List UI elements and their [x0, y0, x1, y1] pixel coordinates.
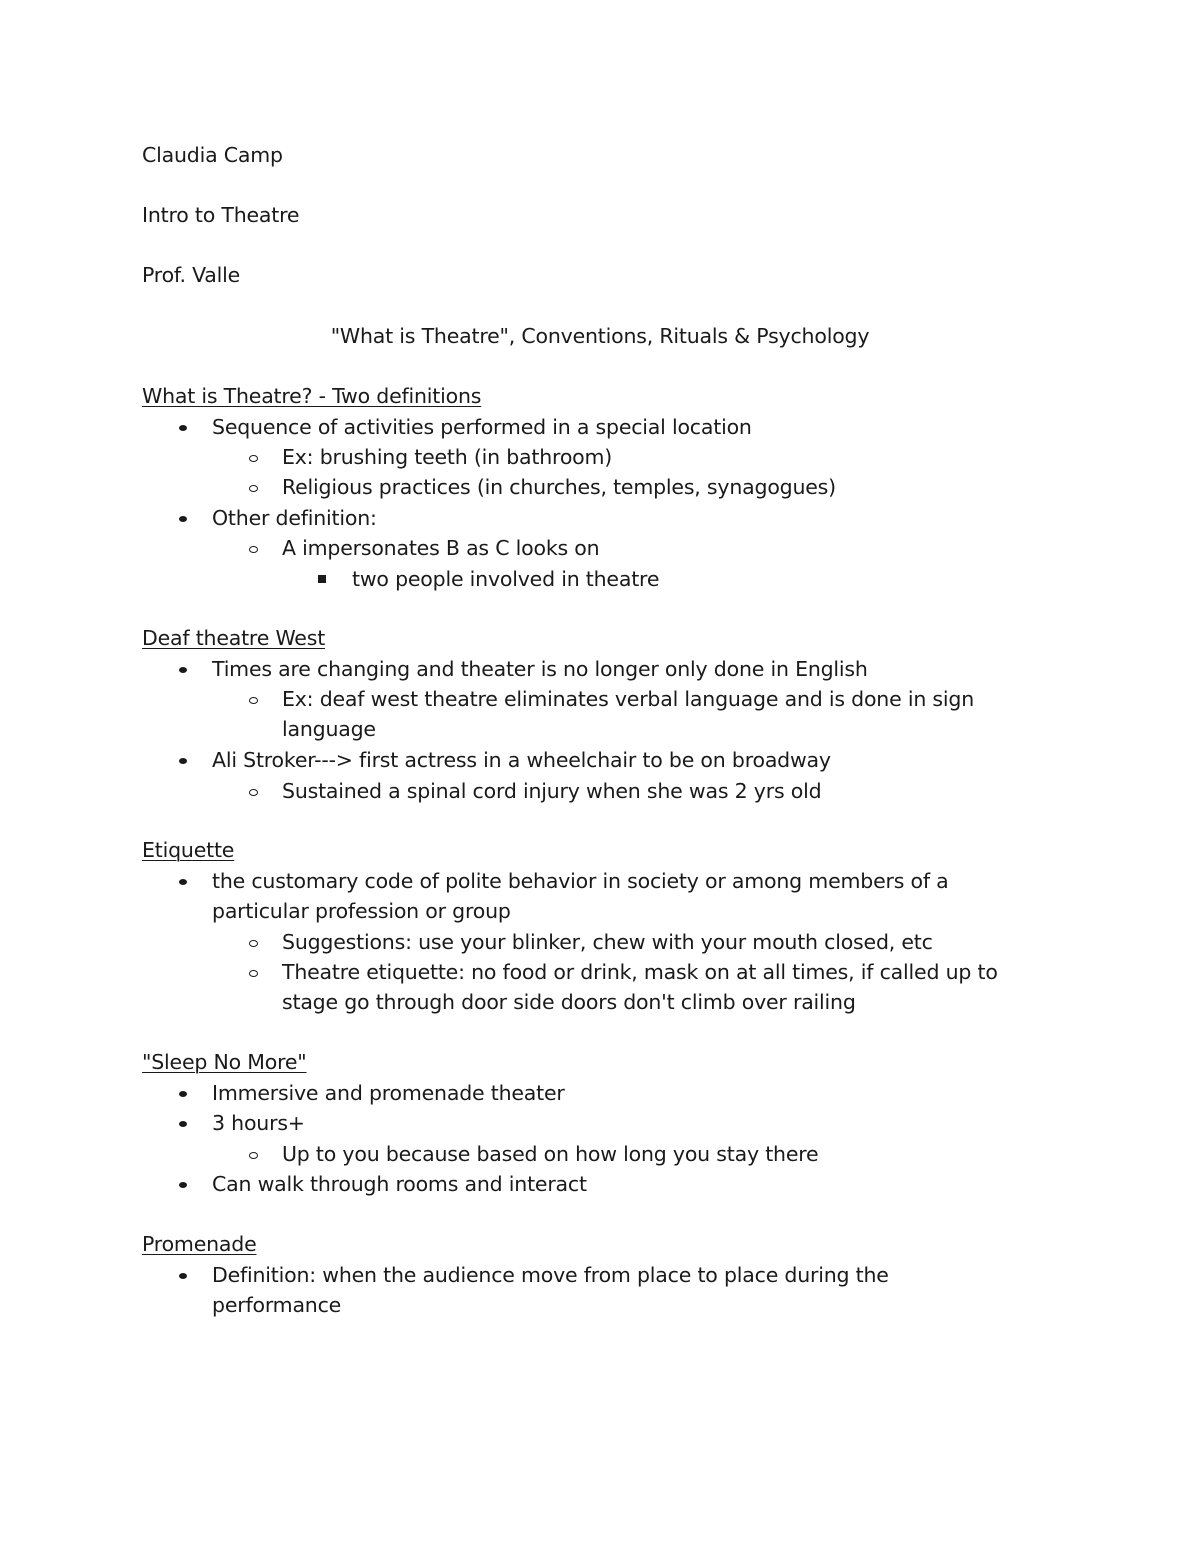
list-item-continuation: language — [282, 717, 376, 741]
list-item: Suggestions: use your blinker, chew with your mouth closed, etc — [282, 930, 933, 954]
list-item: Religious practices (in churches, temples, synagogues) — [282, 475, 836, 499]
list-item: Sustained a spinal cord injury when she was 2 yrs old — [282, 779, 822, 803]
list-item: Can walk through rooms and interact — [212, 1172, 587, 1196]
bullet-disc-icon — [179, 1273, 187, 1279]
list-item-continuation: performance — [212, 1293, 342, 1317]
section-heading-promenade: Promenade — [142, 1232, 257, 1256]
section-heading-what-is-theatre: What is Theatre? - Two definitions — [142, 384, 482, 408]
list-item-continuation: stage go through door side doors don't climb over railing — [282, 990, 856, 1014]
document-title: "What is Theatre", Conventions, Rituals & Psychology — [330, 324, 870, 348]
list-item: Ex: brushing teeth (in bathroom) — [282, 445, 613, 469]
list-item: Other definition: — [212, 506, 377, 530]
bullet-circle-icon — [249, 455, 258, 462]
bullet-disc-icon — [179, 1091, 187, 1097]
bullet-disc-icon — [179, 425, 187, 431]
list-item: Up to you because based on how long you stay there — [282, 1142, 819, 1166]
list-item: A impersonates B as C looks on — [282, 536, 600, 560]
bullet-circle-icon — [249, 697, 258, 704]
list-item: Immersive and promenade theater — [212, 1081, 565, 1105]
bullet-disc-icon — [179, 516, 187, 522]
section-heading-etiquette: Etiquette — [142, 838, 235, 862]
list-item: 3 hours+ — [212, 1111, 305, 1135]
bullet-circle-icon — [249, 546, 258, 553]
section-heading-deaf-theatre: Deaf theatre West — [142, 626, 326, 650]
author-name: Claudia Camp — [142, 143, 283, 167]
bullet-circle-icon — [249, 1152, 258, 1159]
list-item-continuation: particular profession or group — [212, 899, 511, 923]
list-item: Ali Stroker---> first actress in a wheelchair to be on broadway — [212, 748, 831, 772]
list-item: Definition: when the audience move from place to place during the — [212, 1263, 889, 1287]
bullet-circle-icon — [249, 970, 258, 977]
list-item: Times are changing and theater is no longer only done in English — [212, 657, 868, 681]
bullet-disc-icon — [179, 1182, 187, 1188]
bullet-disc-icon — [179, 1121, 187, 1127]
bullet-disc-icon — [179, 667, 187, 673]
bullet-circle-icon — [249, 940, 258, 947]
list-item: Ex: deaf west theatre eliminates verbal language and is done in sign — [282, 687, 975, 711]
list-item: Theatre etiquette: no food or drink, mask on at all times, if called up to — [282, 960, 998, 984]
list-item: Sequence of activities performed in a special location — [212, 415, 752, 439]
bullet-disc-icon — [179, 758, 187, 764]
list-item: the customary code of polite behavior in society or among members of a — [212, 869, 949, 893]
professor-name: Prof. Valle — [142, 263, 241, 287]
section-heading-sleep-no-more: "Sleep No More" — [142, 1050, 307, 1074]
bullet-disc-icon — [179, 879, 187, 885]
course-name: Intro to Theatre — [142, 203, 300, 227]
bullet-square-icon — [318, 575, 326, 583]
list-item: two people involved in theatre — [352, 567, 660, 591]
bullet-circle-icon — [249, 789, 258, 796]
bullet-circle-icon — [249, 485, 258, 492]
